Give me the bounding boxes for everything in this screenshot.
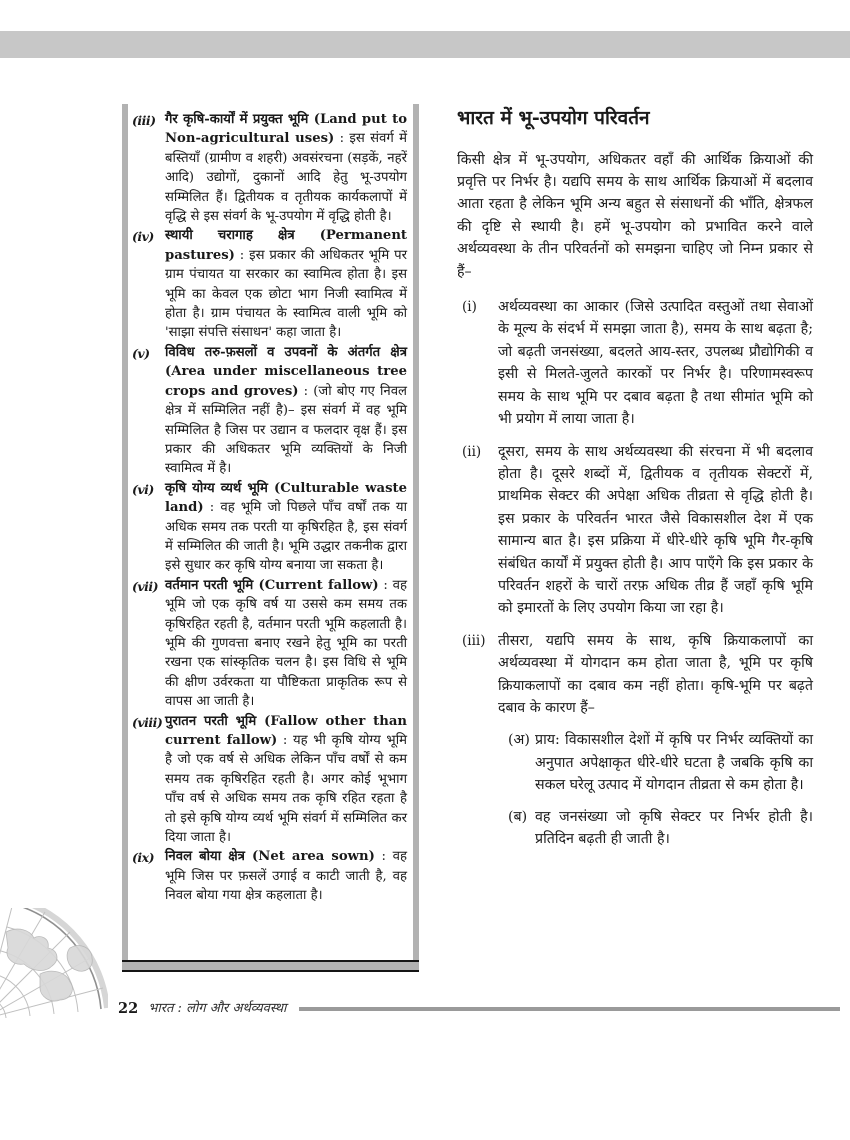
page-number: 22 [118,1000,139,1017]
item-term: कृषि योग्य व्यर्थ भूमि (Culturable waste land) [165,480,407,516]
intro-paragraph: किसी क्षेत्र में भू-उपयोग, अधिकतर वहाँ की आर्थिक क्रियाओं की प्रवृत्ति पर निर्भर है। यद्यपि समय के साथ आर्थिक क्रियाओं में बदलाव आता रहता है लेकिन भूमि अन्य बहुत से संसाधनों की भाँति, क्षेत्रफल की दृष्टि से स्थायी है। हमें भू-उपयोग को प्रभावित करने वाले अर्थव्यवस्था के तीन परिवर्तनों को समझना चाहिए जो निम्न प्रकार से हैं– [457,151,813,280]
item-marker: (vii) [132,578,159,594]
land-use-item [132,479,407,576]
section-heading: भारत में भू-उपयोग परिवर्तन [457,107,650,129]
numbered-point [457,296,813,430]
item-body: : वह भूमि जो पिछले पाँच वर्षों तक या अधिक समय तक परती या कृषिरहित है, इस संवर्ग में सम्मिलित की जाती है। भूमि उद्धार तकनीक द्वारा इसे सुधार कर कृषि योग्य बनाया जा सकता है। [165,500,407,574]
item-marker: (v) [132,345,150,361]
sub-point [508,729,813,796]
land-use-item [132,343,407,479]
item-term: विविध तरु-फ़सलों व उपवनों के अंतर्गत क्षेत्र (Area under miscellaneous tree crops and groves) [165,344,407,399]
book-title: भारत : लोग और अर्थव्यवस्था [148,1001,287,1016]
item-term: वर्तमान परती भूमि (Current fallow) [165,577,379,593]
subpoint-text: प्राय: विकासशील देशों में कृषि पर निर्भर व्यक्तियों का अनुपात अपेक्षाकृत धीरे-धीरे घटता है जबकि कृषि का सकल घरेलू उत्पाद में योगदान तीव्रता से कम होता है। [535,732,813,794]
item-marker: (iv) [132,229,154,245]
page-footer [118,1000,840,1017]
land-use-categories-box [122,104,419,972]
page-top-bar [0,31,850,58]
item-body: : इस प्रकार की अधिकतर भूमि पर ग्राम पंचायत या सरकार का स्वामित्व होता है। इस भूमि का केवल एक छोटा भाग निजी स्वामित्व में होता है। ग्राम पंचायत के स्वामित्व वाली भूमि को 'साझा संपत्ति संसाधन' कहा जाता है। [165,247,407,341]
globe-graphic [0,908,108,1018]
subpoint-marker: (अ) [508,732,530,749]
item-body: : यह भी कृषि योग्य भूमि है जो एक वर्ष से अधिक लेकिन पाँच वर्षों से कम समय तक कृषिरहित रहती है। अगर कोई भूभाग पाँच वर्ष से अधिक समय तक कृषि रहित रहता है तो इसे कृषि योग्य व्यर्थ भूमि संवर्ग में सम्मिलित कर दिया जाता है। [165,733,407,846]
item-marker: (iii) [132,113,156,128]
point-text: तीसरा, यद्यपि समय के साथ, कृषि क्रियाकलापों का अर्थव्यवस्था में योगदान कम होता जाता है, भूमि पर कृषि क्रियाकलापों का दबाव कम नहीं होता। कृषि-भूमि पर बढ़ते दबाव के कारण हैं– [498,632,813,716]
point-marker: (ii) [462,443,482,460]
land-use-item [132,847,407,905]
item-term: निवल बोया क्षेत्र (Net area sown) [165,849,375,865]
item-body: : इस संवर्ग में बस्तियाँ (ग्रामीण व शहरी) अवसंरचना (सड़कें, नहरें आदि) उद्योगों, दुकानों आदि हेतु भू-उपयोग सम्मिलित हैं। द्वितीयक व तृतीयक कार्यकलापों में वृद्धि से इस संवर्ग के भू-उपयोग में वृद्धि होती है। [165,131,407,225]
point-marker: (iii) [462,632,486,649]
footer-rule [299,1007,840,1011]
item-term: पुरातन परती भूमि (Fallow other than current fallow) [165,713,407,748]
item-marker: (ix) [132,850,155,866]
item-term: स्थायी चरागाह क्षेत्र (Permanent pastures) [165,228,407,263]
land-use-box-body [122,104,419,960]
subpoint-text: वह जनसंख्या जो कृषि सेक्टर पर निर्भर होती है। प्रतिदिन बढ़ती ही जाती है। [535,808,813,848]
numbered-point [457,630,813,720]
item-body: : वह भूमि जो एक कृषि वर्ष या उससे कम समय तक कृषिरहित रहती है, वर्तमान परती भूमि कहलाती है। भूमि की गुणवत्ता बनाए रखने हेतु भूमि का परती रखना एक सांस्कृतिक चलन है। इस विधि से भूमि की क्षीण उर्वरकता या पौष्टिकता प्राकृतिक रूप से वापस आ जाती है। [165,577,408,710]
subpoint-marker: (ब) [508,808,528,825]
item-marker: (vi) [132,481,154,497]
land-use-item [132,712,407,848]
item-marker: (viii) [132,714,163,730]
land-use-item [132,226,407,342]
point-text: अर्थव्यवस्था का आकार (जिसे उत्पादित वस्तुओं तथा सेवाओं के मूल्य के संदर्भ में समझा जाता है), समय के साथ बढ़ता है; जो बढ़ती जनसंख्या, बदलते आय-स्तर, उपलब्ध प्रौद्योगिकी व इसी से मिलते-जुलते कारकों पर निर्भर है। परिणामस्वरूप समय के साथ भूमि पर दबाव बढ़ता है तथा सीमांत भूमि को भी प्रयोग में लाया जाता है। [498,299,813,428]
numbered-point [457,441,813,620]
land-use-item [132,576,407,712]
point-marker: (i) [462,299,477,316]
item-term: गैर कृषि-कार्यों में प्रयुक्त भूमि (Land put to Non-agricultural uses) [165,112,407,147]
box-bottom-rule [122,960,419,972]
item-body: : (जो बोए गए निवल क्षेत्र में सम्मिलित नहीं है)– इस संवर्ग में वह भूमि सम्मिलित है जिस पर उद्यान व फलदार वृक्ष हैं। इस प्रकार की अधिकतर भूमि व्यक्तियों के निजी स्वामित्व में है। [165,383,408,477]
item-body: : वह भूमि जिस पर फ़सलें उगाई व काटी जाती है, वह निवल बोया गया क्षेत्र कहलाता है। [165,849,407,904]
main-column [457,106,813,859]
point-text: दूसरा, समय के साथ अर्थव्यवस्था की संरचना में भी बदलाव होता है। दूसरे शब्दों में, द्वितीयक व तृतीयक सेक्टरों में, प्राथमिक सेक्टर की अपेक्षा अधिक तीव्रता से वृद्धि होती है। इस प्रकार के परिवर्तन भारत जैसे विकासशील देश में एक सामान्य बात है। इस प्रक्रिया में धीरे-धीरे कृषि भूमि गैर-कृषि संबंधित कार्यों में प्रयुक्त होती है। आप पाएँगे कि इस प्रकार के परिवर्तन शहरों के चारों तरफ़ अधिक तीव्र हैं जहाँ कृषि भूमि को इमारतों के लिए उपयोग किया जा रहा है। [498,443,813,617]
sub-point [508,806,813,851]
land-use-item [132,110,407,226]
